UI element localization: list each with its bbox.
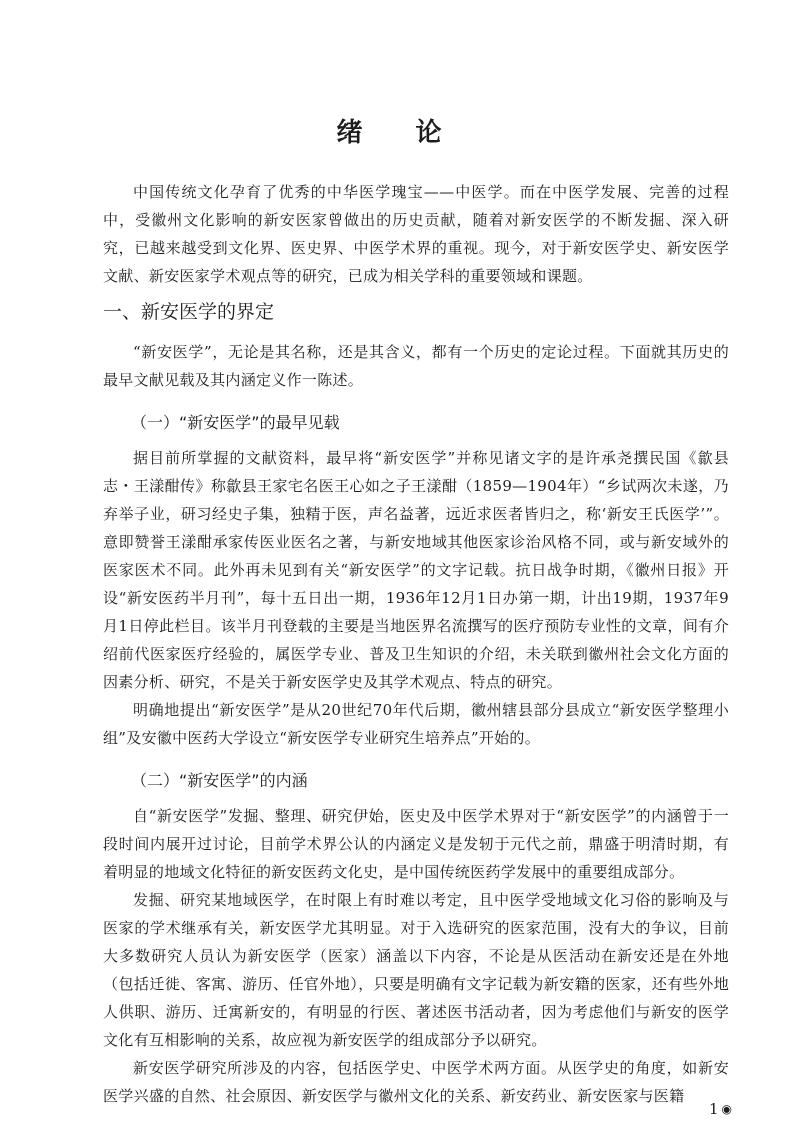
subsection2-paragraph-3: 新安医学研究所涉及的内容，包括医学史、中医学术两方面。从医学史的角度，如新安医学兴盛的自然、社会原因、新安医学与徽州文化的关系、新安药业、新安医家与医籍 — [103, 1059, 729, 1105]
chapter-title: 绪 论 — [336, 118, 464, 148]
subsection-heading-1: （一）“新安医学”的最早见载 — [131, 413, 340, 432]
intro-paragraph: 中国传统文化孕育了优秀的中华医学瑰宝——中医学。而在中医学发展、完善的过程中，受徽州文化影响的新安医家曾做出的历史贡献，随着对新安医学的不断发掘、深入研究，已越来越受到文化界、医史界、中医学术界的重视。现今，对于新安医学史、新安医学文献、新安医家学术观点等的研究，已成为相关学科的重要领域和课题。 — [103, 183, 729, 285]
subsection2-paragraph-2: 发掘、研究某地域医学，在时限上有时难以考定，且中医学受地域文化习俗的影响及与医家的学术继承有关，新安医学尤其明显。对于入选研究的医家范围，没有大的争议，目前大多数研究人员认为新安医学（医家）涵盖以下内容，不论是从医活动在新安还是在外地（包括迁徙、客寓、游历、任官外地），只要是明确有文字记载为新安籍的医家，还有些外地人供职、游历、迁寓新安的，有明显的行医、著述医书活动者，因为考虑他们与新安的医学文化有互相影响的关系，故应视为新安医学的组成部分予以研究。 — [103, 891, 729, 1049]
section-heading-1: 一、新安医学的界定 — [103, 301, 275, 323]
subsection1-paragraph-1: 据目前所掌握的文献资料，最早将“新安医学”并称见诸文字的是许承尧撰民国《歙县志・王漾酣传》称歙县王家宅名医王心如之子王漾酣（1859—1904年）“乡试两次未遂，乃弃举子业，研习经史子集，独精于医，声名益著，远近求医者皆归之，称‘新安王氏医学’”。意即赞誉王漾酣承家传医业医名之著，与新安地域其他医家诊治风格不同，或与新安域外的医家医术不同。此外再未见到有关“新安医学”的文字记载。抗日战争时期，《徽州日报》开设“新安医药半月刊”，每十五日出一期，1936年12月1日办第一期，计出19期，1937年9月1日停此栏目。该半月刊登载的主要是当地医界名流撰写的医疗预防专业性的文章，间有介绍前代医家医疗经验的，属医学专业、普及卫生知识的介绍，未关联到徽州社会文化方面的因素分析、研究，不是关于新安医学史及其学术观点、特点的研究。 — [103, 449, 729, 691]
subsection1-paragraph-2: 明确地提出“新安医学”是从20世纪70年代后期，徽州辖县部分县成立“新安医学整理小组”及安徽中医药大学设立“新安医学专业研究生培养点”开始的。 — [103, 701, 729, 747]
page-footer — [709, 1100, 732, 1118]
section1-paragraph: “新安医学”，无论是其名称，还是其含义，都有一个历史的定论过程。下面就其历史的最早文献见载及其内涵定义作一陈述。 — [103, 343, 729, 389]
body-text — [103, 178, 729, 1110]
page-number: 1 — [708, 1100, 719, 1118]
subsection-heading-2: （二）“新安医学”的内涵 — [131, 771, 308, 790]
subsection2-paragraph-1: 自“新安医学”发掘、整理、研究伊始，医史及中医学术界对于“新安医学”的内涵曾于一段时间内展开过讨论，目前学术界公认的内涵定义是发轫于元代之前，鼎盛于明清时期，有着明显的地域文化特征的新安医药文化史，是中国传统医药学发展中的重要组成部分。 — [103, 807, 729, 881]
page-bullet-icon: ◉ — [721, 1102, 732, 1116]
